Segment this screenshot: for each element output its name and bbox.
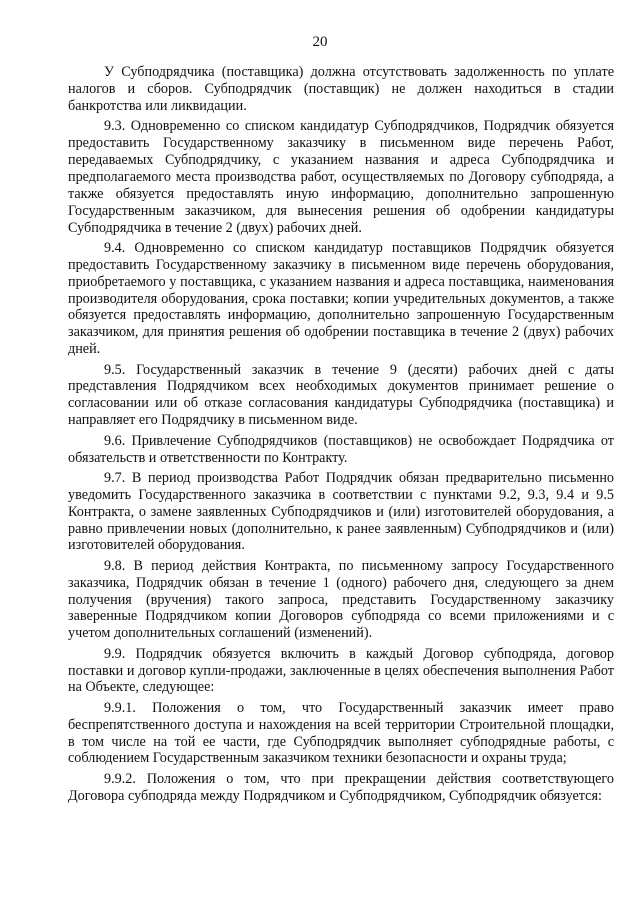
document-body <box>68 64 614 805</box>
paragraph-9-7: 9.7. В период производства Работ Подрядчик обязан предварительно письменно уведомить Государственного заказчика в соответствии с пунктами 9.2, 9.3, 9.4 и 9.5 Контракта, о замене заявленных Субподрядчиков и (или) изготовителей оборудования, а равно привлечении новых (дополнительно, к ранее заявленным) Субподрядчиков и (или) изготовителей оборудования. <box>68 469 614 554</box>
paragraph-9-4: 9.4. Одновременно со списком кандидатур поставщиков Подрядчик обязуется предоставить Государственному заказчику в письменном виде перечень оборудования, приобретаемого у поставщика, с указанием названия и адреса поставщика, наименования производителя оборудования, срока поставки; копии учредительных документов, а также обязуется предоставлять информацию, дополнительно запрошенную Государственным заказчиком, для принятия решения об одобрении поставщика в течение 2 (двух) рабочих дней. <box>68 239 614 358</box>
paragraph-9-9-2: 9.9.2. Положения о том, что при прекращении действия соответствующего Договора субподряда между Подрядчиком и Субподрядчиком, Субподрядчик обязуется: <box>68 770 614 804</box>
paragraph-9-3: 9.3. Одновременно со списком кандидатур Субподрядчиков, Подрядчик обязуется предоставить Государственному заказчику в письменном виде перечень Работ, передаваемых Субподрядчику, с указанием названия и адреса Субподрядчика и предполагаемого места производства работ, осуществляемых по Договору субподряда, а также обязуется предоставлять иную информацию, дополнительно запрошенную Государственным заказчиком, для вынесения решения об одобрении кандидатуры Субподрядчика в течение 2 (двух) рабочих дней. <box>68 118 614 236</box>
paragraph-subcontractor-requirements: У Субподрядчика (поставщика) должна отсутствовать задолженность по уплате налогов и сборов. Субподрядчик (поставщик) не должен находиться в стадии банкротства или ликвидации. <box>68 64 614 114</box>
paragraph-9-9: 9.9. Подрядчик обязуется включить в каждый Договор субподряда, договор поставки и договор купли-продажи, заключенные в целях обеспечения выполнения Работ на Объекте, следующее: <box>68 645 614 696</box>
paragraph-9-5: 9.5. Государственный заказчик в течение 9 (десяти) рабочих дней с даты представления Подрядчиком всех необходимых документов принимает решение о согласовании или об отказе согласования кандидатуры Субподрядчика (поставщика) и направляет его Подрядчику в письменном виде. <box>68 361 614 429</box>
page-number: 20 <box>312 34 328 50</box>
paragraph-9-6: 9.6. Привлечение Субподрядчиков (поставщиков) не освобождает Подрядчика от обязательств и ответственности по Контракту. <box>68 432 614 466</box>
paragraph-9-8: 9.8. В период действия Контракта, по письменному запросу Государственного заказчика, Подрядчик обязан в течение 1 (одного) рабочего дня, следующего за днем получения (вручения) такого запроса, представить Государственному заказчику заверенные Подрядчиком копии Договоров субподряда со всеми приложениями и с учетом дополнительных соглашений (изменений). <box>68 557 614 642</box>
paragraph-9-9-1: 9.9.1. Положения о том, что Государственный заказчик имеет право беспрепятственного доступа и нахождения на всей территории Строительной площадки, в том числе на той ее части, где Субподрядчик выполняет субподрядные работы, с соблюдением Государственным заказчиком техники безопасности и охраны труда; <box>68 699 614 767</box>
